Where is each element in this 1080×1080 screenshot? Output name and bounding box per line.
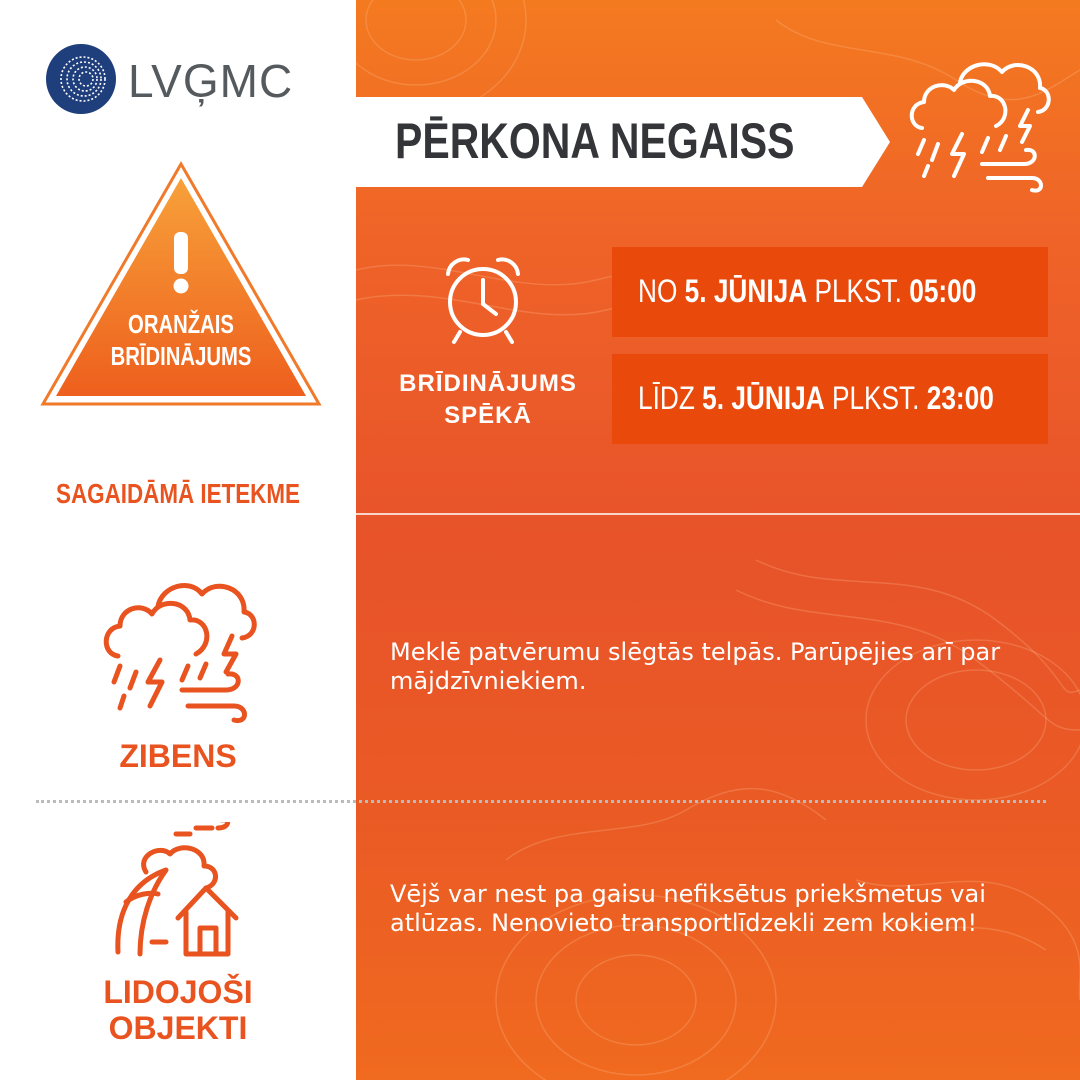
validity-label-line1: BRĪDINĀJUMS bbox=[399, 370, 577, 397]
hazard-label-flying-line2: OBJEKTI bbox=[108, 1010, 248, 1046]
hazard-text-flying-objects: Vējš var nest pa gaisu nefiksētus priekšmetus vai atlūzas. Nenovieto transportlīdzekli zem kokiem! bbox=[390, 880, 986, 937]
valid-from-prefix: NO bbox=[638, 273, 678, 309]
valid-to-box bbox=[612, 354, 1048, 444]
hazard-label-flying-objects bbox=[0, 974, 356, 1046]
event-title: PĒRKONA NEGAISS bbox=[395, 113, 795, 169]
valid-to-text bbox=[638, 380, 994, 417]
warning-triangle-icon bbox=[38, 158, 324, 410]
thunderstorm-hazard-icon bbox=[96, 566, 262, 724]
valid-to-prefix: LĪDZ bbox=[638, 380, 695, 416]
impact-title: SAGAIDĀMĀ IETEKME bbox=[56, 478, 300, 509]
hazard-label-flying-line1: LIDOJOŠI bbox=[103, 974, 253, 1010]
warning-level-text bbox=[69, 308, 292, 372]
logo-text: LVĢMC bbox=[128, 55, 294, 107]
validity-label-line2: SPĒKĀ bbox=[444, 402, 532, 429]
warning-level-line2: BRĪDINĀJUMS bbox=[110, 341, 252, 371]
thunderstorm-icon bbox=[902, 44, 1062, 194]
section-divider bbox=[356, 513, 1080, 515]
alarm-clock-icon bbox=[438, 252, 528, 347]
warning-level-line1: ORANŽAIS bbox=[128, 309, 234, 339]
valid-to-date: 5. JŪNIJA bbox=[702, 380, 825, 416]
wind-house-hazard-icon bbox=[106, 822, 246, 962]
valid-to-time-label: PLKST. bbox=[831, 380, 920, 416]
hazard-text-lightning: Meklē patvērumu slēgtās telpās. Parūpējies arī par mājdzīvniekiem. bbox=[390, 638, 1001, 695]
valid-from-box bbox=[612, 247, 1048, 337]
valid-from-time-label: PLKST. bbox=[814, 273, 902, 309]
valid-to-time: 23:00 bbox=[926, 380, 994, 416]
hazard-label-lightning: ZIBENS bbox=[119, 738, 237, 774]
valid-from-date: 5. JŪNIJA bbox=[684, 273, 808, 309]
valid-from-time: 05:00 bbox=[909, 273, 977, 309]
lvgmc-logo bbox=[44, 42, 304, 116]
dotted-separator bbox=[36, 800, 1046, 803]
validity-label bbox=[378, 368, 598, 432]
logo-emblem-icon bbox=[44, 42, 118, 116]
valid-from-text bbox=[638, 273, 976, 310]
